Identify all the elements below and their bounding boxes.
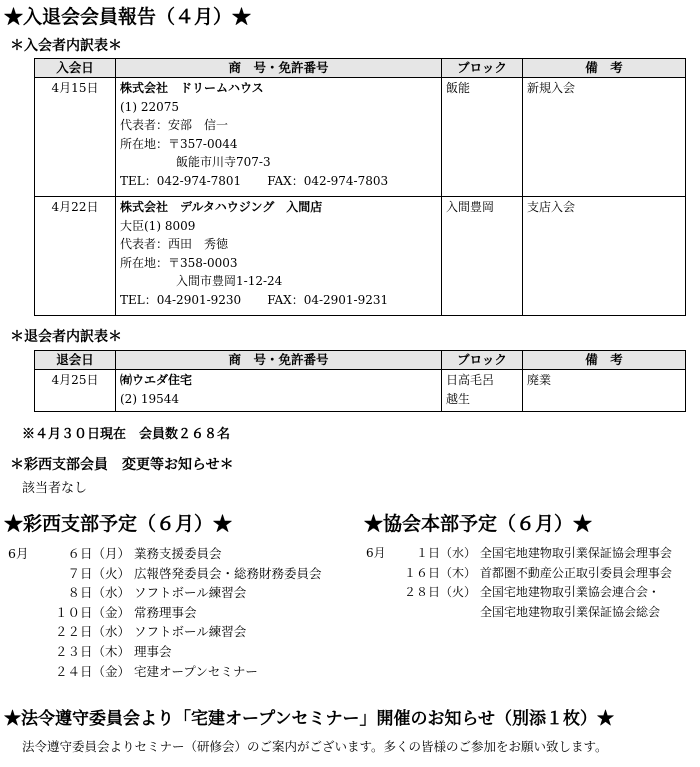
- table-row: [35, 78, 686, 197]
- branch-schedule-title: ★彩西支部予定（６月）★: [4, 513, 233, 535]
- col-join-date: 入会日: [35, 59, 116, 78]
- col-block: ブロック: [442, 351, 523, 370]
- table-row: [35, 370, 686, 412]
- address: 入間市豊岡1-12-24: [176, 274, 283, 289]
- branch-schedule: [8, 544, 322, 681]
- representative: 代表者：西田 秀徳: [120, 237, 229, 252]
- list-item: ２８日（火） 全国宅地建物取引業協会連合会・: [403, 585, 660, 600]
- license-number: (2) 19544: [120, 391, 179, 406]
- page-title: ★入退会会員報告（４月）★: [4, 6, 252, 28]
- col-company: 商 号・免許番号: [116, 351, 442, 370]
- company-cell: [116, 78, 442, 197]
- hq-schedule-title: ★協会本部予定（６月）★: [364, 513, 593, 535]
- company-cell: [116, 197, 442, 316]
- company-name: ㈲ウエダ住宅: [120, 373, 193, 387]
- tel: TEL：04-2901-9230: [120, 292, 242, 307]
- join-table: [34, 58, 686, 316]
- leave-date: 4月25日: [35, 370, 116, 412]
- list-item: １０日（金） 常務理事会: [54, 604, 197, 620]
- join-date: 4月15日: [35, 78, 116, 197]
- hq-schedule: [366, 544, 672, 622]
- note: 新規入会: [523, 78, 686, 197]
- changes-heading: ＊彩西支部会員 変更等お知らせ＊: [10, 457, 234, 473]
- block: [442, 370, 523, 412]
- address-zip: 所在地：〒358-0003: [120, 255, 238, 270]
- list-item: 6月 １日（水） 全国宅地建物取引業保証協会理事会: [366, 546, 672, 560]
- company-name: 株式会社 ドリームハウス: [120, 81, 264, 95]
- block-line-1: 日高毛呂: [446, 373, 495, 387]
- address: 飯能市川寺707-3: [176, 155, 271, 170]
- list-item: 6月 ６日（月） 業務支援委員会: [8, 546, 222, 561]
- leave-table-header: [35, 351, 686, 370]
- note: 支店入会: [523, 197, 686, 316]
- notice-text: 法令遵守委員会よりセミナー（研修会）のご案内がございます。多くの皆様のご参加をお願い致します。: [22, 739, 608, 754]
- block: 飯能: [442, 78, 523, 197]
- notice-title: ★法令遵守委員会より「宅建オープンセミナー」開催のお知らせ（別添１枚）★: [4, 709, 614, 729]
- address-zip: 所在地：〒357-0044: [120, 136, 238, 151]
- join-heading: ＊入会者内訳表＊: [10, 38, 122, 54]
- list-item: １６日（木） 首都圏不動産公正取引委員会理事会: [403, 565, 672, 580]
- join-table-header: [35, 59, 686, 78]
- list-item: ２３日（木） 理事会: [54, 643, 172, 659]
- list-item: ７日（火） 広報啓発委員会・総務財務委員会: [67, 565, 322, 581]
- license-number: 大臣(1) 8009: [120, 218, 196, 233]
- changes-text: 該当者なし: [22, 481, 88, 496]
- block-line-2: 越生: [446, 391, 471, 406]
- representative: 代表者：安部 信一: [120, 118, 229, 133]
- block: 入間豊岡: [442, 197, 523, 316]
- leave-heading: ＊退会者内訳表＊: [10, 329, 122, 345]
- join-date: 4月22日: [35, 197, 116, 316]
- fax: FAX：042-974-7803: [267, 173, 389, 188]
- list-item: 全国宅地建物取引業保証協会総会: [480, 604, 661, 619]
- tel: TEL：042-974-7801: [120, 173, 242, 188]
- list-item: ８日（水） ソフトボール練習会: [67, 585, 247, 601]
- note: 廃業: [523, 370, 686, 412]
- col-block: ブロック: [442, 59, 523, 78]
- col-leave-date: 退会日: [35, 351, 116, 370]
- col-note: 備 考: [523, 351, 686, 370]
- table-row: [35, 197, 686, 316]
- license-number: (1) 22075: [120, 99, 179, 114]
- company-name: 株式会社 デルタハウジング 入間店: [120, 200, 323, 214]
- leave-table: [34, 350, 686, 412]
- company-cell: [116, 370, 442, 412]
- list-item: ２４日（金） 宅建オープンセミナー: [54, 663, 258, 679]
- member-count: ※４月３０日現在 会員数２６８名: [22, 427, 231, 442]
- fax: FAX：04-2901-9231: [267, 292, 389, 307]
- list-item: ２２日（水） ソフトボール練習会: [54, 624, 247, 640]
- col-note: 備 考: [523, 59, 686, 78]
- col-company: 商 号・免許番号: [116, 59, 442, 78]
